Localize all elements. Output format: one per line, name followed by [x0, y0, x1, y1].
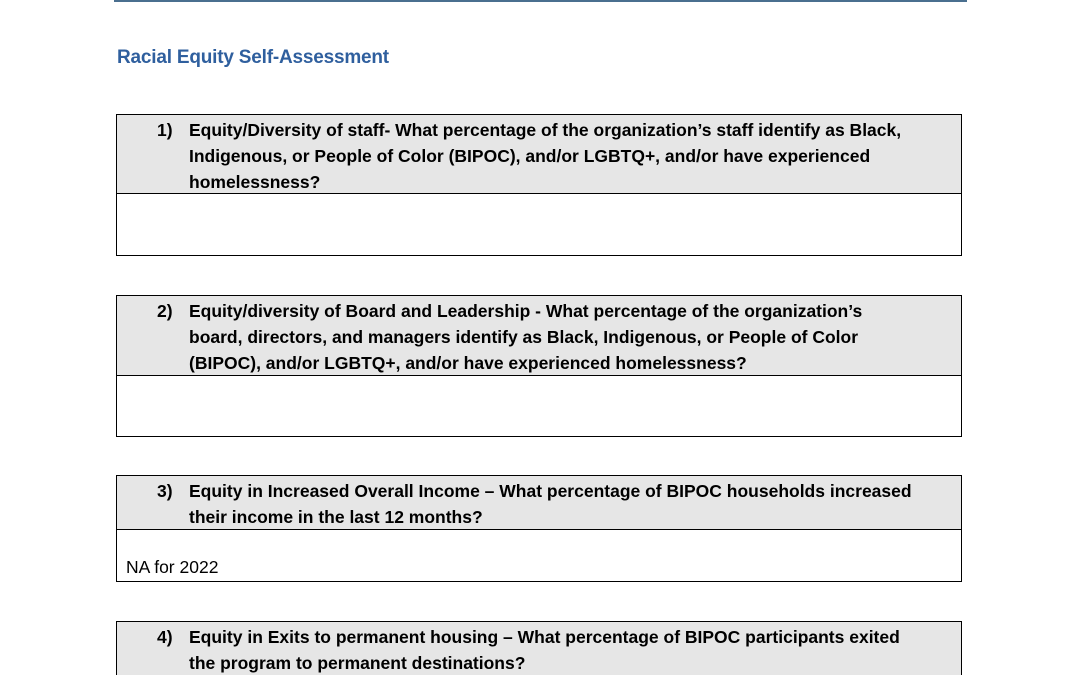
question-line: homelessness?: [189, 172, 321, 192]
question-line: their income in the last 12 months?: [189, 507, 483, 527]
question-text: [189, 298, 959, 376]
question-line: Equity in Exits to permanent housing – What percentage of BIPOC participants exited: [189, 627, 900, 647]
question-text: [189, 117, 959, 195]
question-text: [189, 478, 959, 530]
answer-field-2[interactable]: [117, 376, 961, 435]
question-box-3: [116, 475, 962, 582]
answer-field-1[interactable]: [117, 194, 961, 254]
question-box-1: [116, 114, 962, 256]
question-line: board, directors, and managers identify as Black, Indigenous, or People of Color: [189, 327, 859, 347]
question-number: 4): [157, 627, 173, 647]
question-header-2: [117, 296, 961, 376]
question-line: Equity/diversity of Board and Leadership - What percentage of the organization’s: [189, 301, 863, 321]
question-number: 2): [157, 301, 173, 321]
question-box-4: [116, 621, 962, 675]
question-line: (BIPOC), and/or LGBTQ+, and/or have experienced homelessness?: [189, 353, 747, 373]
header-rule: [114, 0, 967, 2]
question-header-4: [117, 622, 961, 675]
question-header-1: [117, 115, 961, 194]
question-line: Equity in Increased Overall Income – What percentage of BIPOC households increased: [189, 481, 912, 501]
question-line: Indigenous, or People of Color (BIPOC), and/or LGBTQ+, and/or have experienced: [189, 146, 871, 166]
question-line: the program to permanent destinations?: [189, 653, 526, 673]
question-header-3: [117, 476, 961, 530]
question-number: 3): [157, 481, 173, 501]
question-box-2: [116, 295, 962, 437]
question-text: [189, 624, 959, 675]
question-number: 1): [157, 120, 173, 140]
answer-field-3[interactable]: [117, 530, 961, 580]
section-title: Racial Equity Self-Assessment: [117, 47, 389, 68]
answer-text: NA for 2022: [126, 557, 219, 577]
question-line: Equity/Diversity of staff- What percentage of the organization’s staff identify as Black,: [189, 120, 902, 140]
